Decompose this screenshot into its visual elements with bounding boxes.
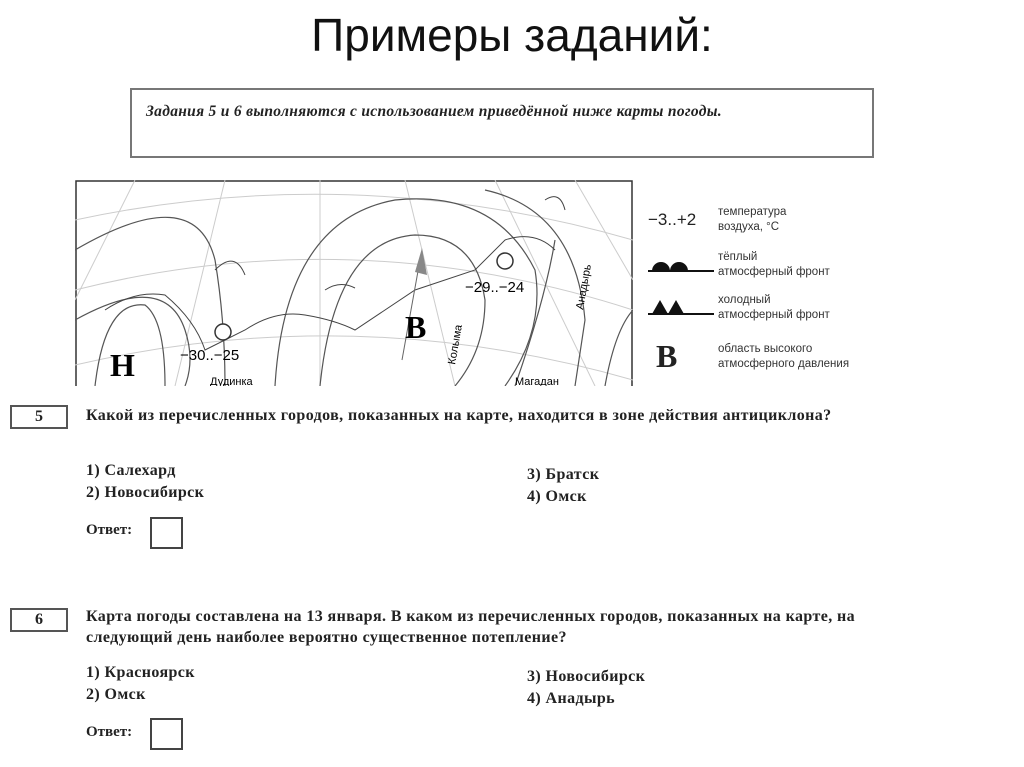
legend-text: атмосферный фронт [718, 309, 830, 321]
high-symbol: В [656, 338, 678, 374]
legend-text: холодный [718, 294, 771, 306]
legend-text: температура [718, 206, 787, 218]
option: 1) Красноярск [86, 664, 195, 681]
legend-text: воздуха, °С [718, 221, 780, 233]
legend-cold-front [648, 293, 830, 323]
legend-temperature [648, 205, 786, 235]
cold-front-icon [648, 296, 714, 316]
city-label-magadan: Магадан [515, 376, 559, 386]
legend-warm-front [648, 250, 830, 280]
option: 4) Омск [527, 488, 587, 505]
city-marker-icon [497, 253, 513, 269]
legend-text: атмосферного давления [718, 357, 850, 370]
weather-map [75, 180, 633, 386]
legend-text: атмосферный фронт [718, 266, 830, 278]
low-pressure-label: Н [110, 347, 135, 383]
river-label-kolyma: Колыма [446, 323, 465, 366]
city-marker-icon [215, 324, 231, 340]
option: 4) Анадырь [527, 690, 616, 707]
temp-label-1: −30..−25 [180, 347, 240, 364]
answer-box[interactable] [150, 517, 183, 549]
answer-box[interactable] [150, 718, 183, 750]
temp-symbol: −3..+2 [648, 210, 697, 229]
question-number: 5 [10, 405, 68, 429]
answer-label: Ответ: [86, 724, 133, 740]
slide-title: Примеры заданий: [311, 9, 713, 61]
question-text: Карта погоды составлена на 13 января. В каком из перечисленных городов, показанных на карте, на следующий день наиболее вероятно существенное потепление? [86, 608, 856, 646]
legend-text: тёплый [718, 251, 758, 263]
city-label-dudinka: Дудинка [210, 376, 253, 386]
option: 2) Новосибирск [86, 484, 205, 501]
instruction-box: Задания 5 и 6 выполняются с использованием приведённой ниже карты погоды. [130, 88, 874, 158]
option: 3) Братск [527, 466, 600, 483]
option: 3) Новосибирск [527, 668, 646, 685]
high-pressure-label: В [405, 309, 427, 345]
option: 2) Омск [86, 686, 146, 703]
question-text: Какой из перечисленных городов, показанных на карте, находится в зоне действия антициклона? [86, 407, 832, 424]
temp-label-2: −29..−24 [465, 279, 525, 296]
warm-front-icon [648, 253, 714, 273]
option: 1) Салехард [86, 462, 176, 479]
river-label-anadyr: Анадырь [574, 263, 594, 311]
answer-label: Ответ: [86, 522, 133, 538]
question-number: 6 [10, 608, 68, 632]
legend-text: область высокого [718, 342, 813, 355]
legend-high-pressure [648, 338, 849, 375]
